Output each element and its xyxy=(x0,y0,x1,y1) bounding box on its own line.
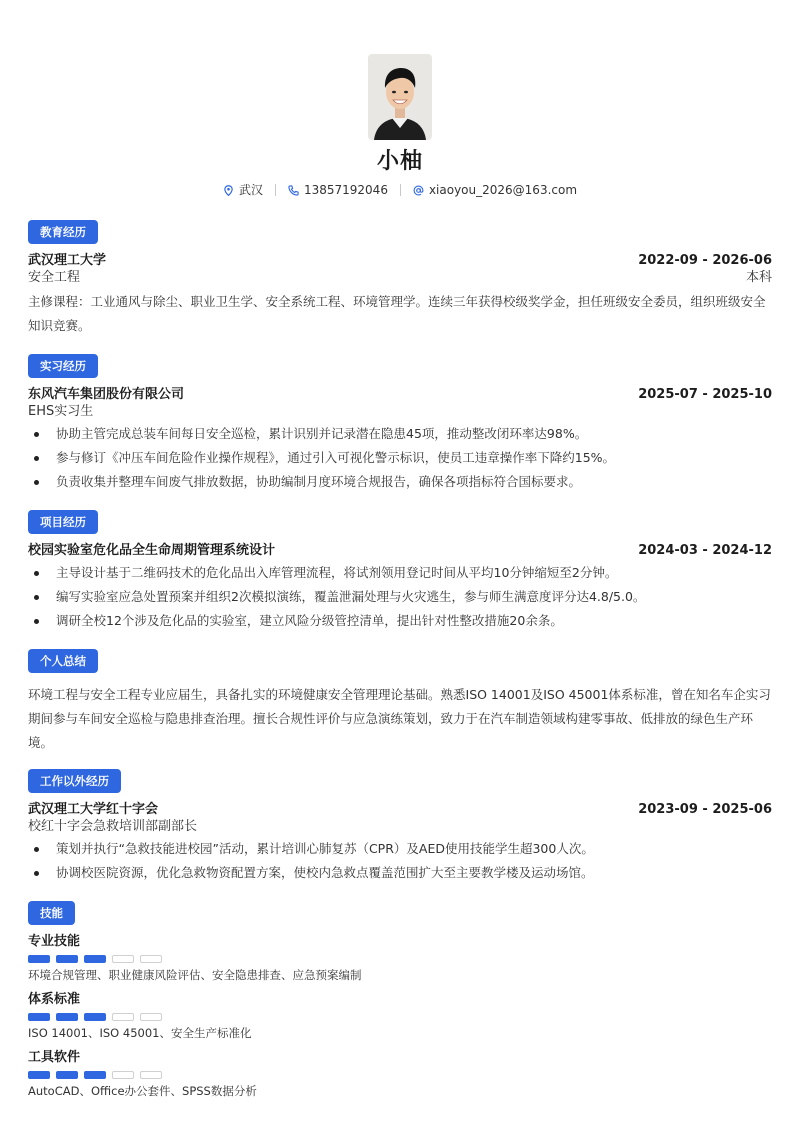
internship-section xyxy=(28,354,772,494)
internship-sub xyxy=(28,403,772,420)
contact-divider xyxy=(275,184,276,196)
extracurricular-sub xyxy=(28,818,772,835)
location-pin-icon xyxy=(223,185,234,196)
contact-divider xyxy=(400,184,401,196)
degree: 本科 xyxy=(745,270,772,285)
list-item: 负责收集并整理车间废气排放数据，协助编制月度环境合规报告，确保各项指标符合国标要求。 xyxy=(28,470,772,494)
list-item: 策划并执行“急救技能进校园”活动，累计培训心肺复苏（CPR）及AED使用技能学生超300人次。 xyxy=(28,837,772,861)
project-bullets xyxy=(28,561,772,633)
skill-level-bar xyxy=(28,1071,772,1079)
skill-level-filled xyxy=(28,1013,50,1021)
skill-level-filled xyxy=(84,1013,106,1021)
project-name: 校园实验室危化品全生命周期管理系统设计 xyxy=(28,543,276,558)
education-sub xyxy=(28,269,772,286)
skill-level-filled xyxy=(56,1013,78,1021)
skill-level-filled xyxy=(84,955,106,963)
skill-level-empty xyxy=(140,1071,162,1079)
list-item: 协调校医院资源，优化急救物资配置方案，使校内急救点覆盖范围扩大至主要教学楼及运动场馆。 xyxy=(28,861,772,885)
skill-level-empty xyxy=(140,955,162,963)
extracurricular-bullets xyxy=(28,837,772,885)
section-title: 教育经历 xyxy=(28,220,98,244)
section-title: 技能 xyxy=(28,901,75,925)
candidate-name: 小柚 xyxy=(376,149,423,174)
project-dates: 2024-03 - 2024-12 xyxy=(638,543,772,558)
project-section xyxy=(28,510,772,633)
contact-email[interactable] xyxy=(413,182,577,198)
contact-location xyxy=(223,182,263,198)
extracurricular-role: 校红十字会急救培训部副部长 xyxy=(28,819,198,834)
skill-description: 环境合规管理、职业健康风险评估、安全隐患排查、应急预案编制 xyxy=(28,968,362,982)
skill-level-filled xyxy=(28,955,50,963)
skill-name: 体系标准 xyxy=(28,992,81,1007)
phone-text: 13857192046 xyxy=(303,183,388,197)
skill-level-filled xyxy=(56,955,78,963)
skill-name: 专业技能 xyxy=(28,934,81,949)
list-item: 编写实验室应急处置预案并组织2次模拟演练，覆盖泄漏处理与火灾逃生，参与师生满意度评分达4.8/5.0。 xyxy=(28,585,772,609)
extracurricular-head xyxy=(28,801,772,818)
summary-section xyxy=(28,649,772,755)
email-text[interactable]: xiaoyou_2026@163.com xyxy=(428,183,578,197)
list-item: 协助主管完成总装车间每日安全巡检，累计识别并记录潜在隐患45项，推动整改闭环率达98%。 xyxy=(28,422,772,446)
skill-description: AutoCAD、Office办公套件、SPSS数据分析 xyxy=(28,1084,257,1098)
skill-level-bar xyxy=(28,1013,772,1021)
skill-description: ISO 14001、ISO 45001、安全生产标准化 xyxy=(28,1026,252,1040)
internship-bullets xyxy=(28,422,772,494)
major: 安全工程 xyxy=(28,270,81,285)
section-title: 工作以外经历 xyxy=(28,769,121,793)
internship-head xyxy=(28,386,772,403)
skill-level-bar xyxy=(28,955,772,963)
skill-name: 工具软件 xyxy=(28,1050,81,1065)
internship-dates: 2025-07 - 2025-10 xyxy=(638,387,772,402)
company-name: 东风汽车集团股份有限公司 xyxy=(28,387,185,402)
skills-section xyxy=(28,901,772,1099)
skill-level-filled xyxy=(56,1071,78,1079)
summary-text: 环境工程与安全工程专业应届生，具备扎实的环境健康安全管理理论基础。熟悉ISO 14001及ISO 45001体系标准，曾在知名车企实习期间参与车间安全巡检与隐患排查治理。擅长合规性评价与应急演练策划，致力于在汽车制造领域构建零事故、低排放的绿色生产环境。 xyxy=(28,687,771,750)
skill-level-filled xyxy=(84,1071,106,1079)
education-section xyxy=(28,220,772,338)
project-head xyxy=(28,542,772,559)
extracurricular-section xyxy=(28,769,772,885)
section-title: 实习经历 xyxy=(28,354,98,378)
email-icon xyxy=(413,185,424,196)
section-title: 个人总结 xyxy=(28,649,98,673)
contact-line xyxy=(28,182,772,198)
extracurricular-dates: 2023-09 - 2025-06 xyxy=(638,802,772,817)
school-name: 武汉理工大学 xyxy=(28,253,107,268)
education-head xyxy=(28,252,772,269)
resume-header xyxy=(28,0,772,198)
section-title: 项目经历 xyxy=(28,510,98,534)
org-name: 武汉理工大学红十字会 xyxy=(28,802,159,817)
education-description: 主修课程：工业通风与除尘、职业卫生学、安全系统工程、环境管理学。连续三年获得校级奖学金，担任班级安全委员，组织班级安全知识竞赛。 xyxy=(28,294,766,333)
contact-phone xyxy=(288,182,388,198)
list-item: 调研全校12个涉及危化品的实验室，建立风险分级管控清单，提出针对性整改措施20余条。 xyxy=(28,609,772,633)
skill-level-filled xyxy=(28,1071,50,1079)
skill-level-empty xyxy=(112,955,134,963)
skill-level-empty xyxy=(112,1071,134,1079)
location-text: 武汉 xyxy=(238,183,263,197)
avatar xyxy=(368,54,432,140)
education-dates: 2022-09 - 2026-06 xyxy=(638,253,772,268)
list-item: 参与修订《冲压车间危险作业操作规程》，通过引入可视化警示标识，使员工违章操作率下降约15%。 xyxy=(28,446,772,470)
skill-level-empty xyxy=(140,1013,162,1021)
list-item: 主导设计基于二维码技术的危化品出入库管理流程，将试剂领用登记时间从平均10分钟缩短至2分钟。 xyxy=(28,561,772,585)
skill-level-empty xyxy=(112,1013,134,1021)
internship-role: EHS实习生 xyxy=(28,404,94,419)
phone-icon xyxy=(288,185,299,196)
